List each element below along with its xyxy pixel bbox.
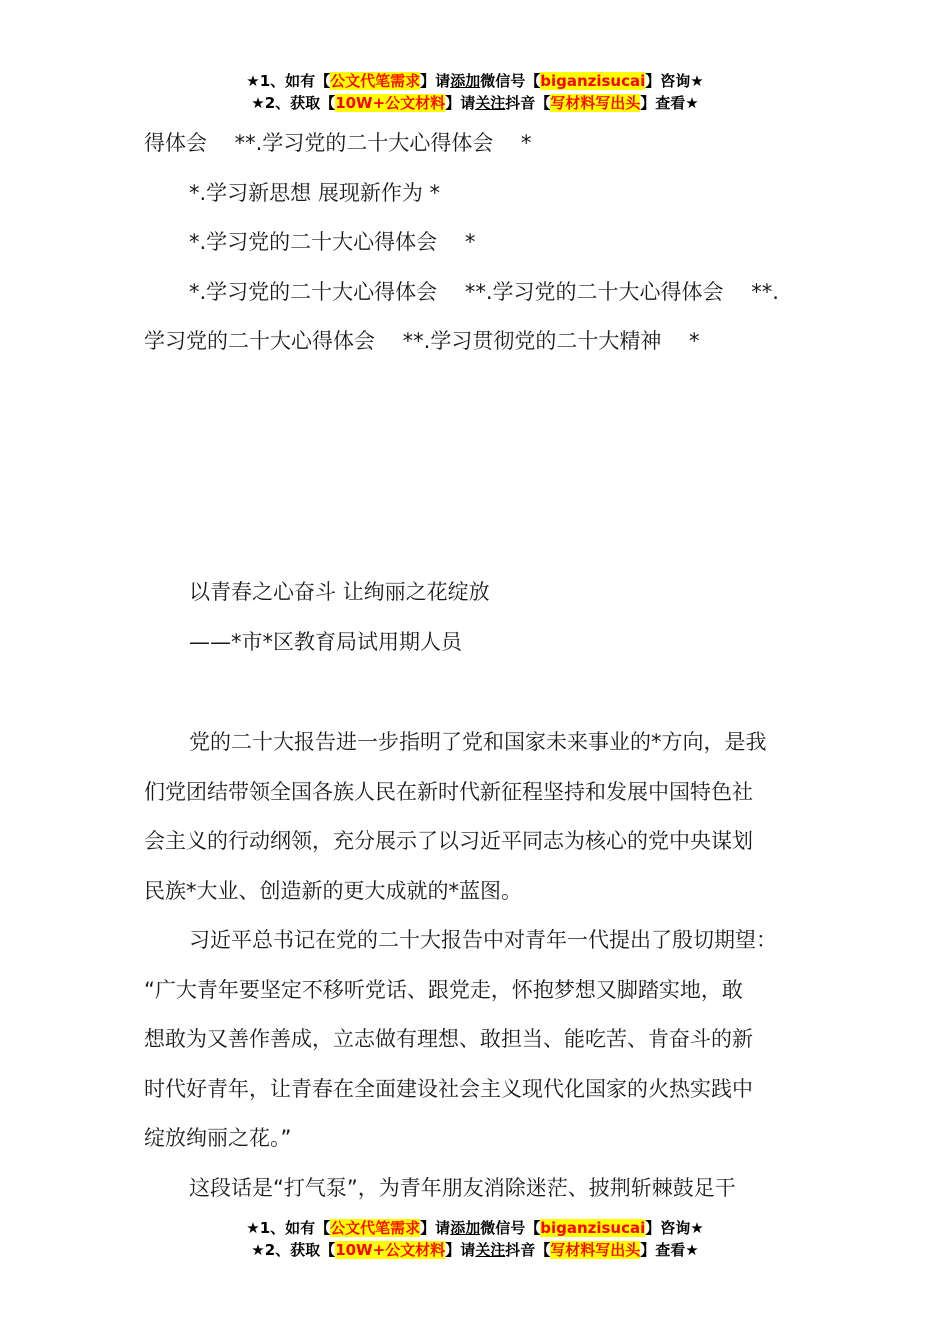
- toc-line: *.学习党的二十大心得体会 *: [189, 230, 476, 254]
- banner-highlight: 10W+公文材料: [335, 1241, 446, 1259]
- article-body: [144, 718, 809, 1213]
- toc-line: *.学习新思想 展现新作为 *: [189, 180, 441, 205]
- paragraph-line: 会主义的行动纲领，充分展示了以习近平同志为核心的党中央谋划: [144, 829, 753, 853]
- banner-underlined-text: 添加: [450, 72, 481, 90]
- paragraph-line: 这段话是“打气泵”，为青年朋友消除迷茫、披荆斩棘鼓足干: [189, 1175, 736, 1200]
- paragraph-line: 们党团结带领全国各族人民在新时代新征程坚持和发展中国特色社: [144, 779, 753, 804]
- banner-line-1: [0, 70, 950, 92]
- paragraph-line: “广大青年要坚定不移听党话、跟党走，怀抱梦想又脚踏实地，敢: [144, 977, 743, 1002]
- banner-underlined-text: 添加: [450, 1219, 481, 1237]
- banner-text: 】咨询★: [645, 1219, 704, 1237]
- toc-block: [144, 119, 809, 367]
- banner-text: 微信号【: [480, 72, 541, 90]
- banner-highlight: 10W+公文材料: [335, 94, 446, 112]
- banner-line-2: [0, 92, 950, 114]
- top-promo-banner: [0, 70, 950, 114]
- banner-text: 】请: [445, 1241, 476, 1259]
- banner-text: 抖音【: [505, 94, 551, 112]
- article-header: [144, 568, 809, 667]
- banner-highlight-douyin-id: 写材料写出头: [550, 1241, 641, 1259]
- paragraph-line: 想敢为又善作善成，立志做有理想、敢担当、能吃苦、肯奋斗的新: [144, 1027, 753, 1051]
- banner-text: ★1、如有【: [246, 72, 331, 90]
- paragraph-line: 绽放绚丽之花。”: [144, 1126, 292, 1150]
- banner-text: ★2、获取【: [251, 94, 336, 112]
- bottom-promo-banner: [0, 1217, 950, 1261]
- article-title: 以青春之心奋斗 让绚丽之花绽放: [189, 580, 490, 604]
- banner-text: ★1、如有【: [246, 1219, 331, 1237]
- banner-highlight-douyin-id: 写材料写出头: [550, 94, 641, 112]
- paragraph-line: 民族*大业、创造新的更大成就的*蓝图。: [144, 878, 522, 903]
- toc-line: 得体会 **.学习党的二十大心得体会 *: [144, 131, 532, 155]
- banner-highlight: 公文代笔需求: [330, 72, 421, 90]
- toc-line: 学习党的二十大心得体会 **.学习贯彻党的二十大精神 *: [144, 329, 700, 353]
- banner-line-1: [0, 1217, 950, 1239]
- paragraph-line: 习近平总书记在党的二十大报告中对青年一代提出了殷切期望：: [189, 928, 777, 952]
- banner-text: 抖音【: [505, 1241, 551, 1259]
- banner-highlight-wechat-id: biganzisucai: [540, 1219, 646, 1237]
- paragraph-line: 党的二十大报告进一步指明了党和国家未来事业的*方向，是我: [189, 730, 767, 754]
- banner-text: 】请: [420, 72, 451, 90]
- banner-text: ★2、获取【: [251, 1241, 336, 1259]
- banner-underlined-text: 关注: [475, 1241, 506, 1259]
- banner-text: 】请: [420, 1219, 451, 1237]
- banner-highlight: 公文代笔需求: [330, 1219, 421, 1237]
- banner-text: 】查看★: [640, 1241, 699, 1259]
- banner-text: 】请: [445, 94, 476, 112]
- banner-underlined-text: 关注: [475, 94, 506, 112]
- paragraph-line: 时代好青年，让青春在全面建设社会主义现代化国家的火热实践中: [144, 1076, 753, 1101]
- banner-line-2: [0, 1239, 950, 1261]
- toc-line: *.学习党的二十大心得体会 **.学习党的二十大心得体会 **.: [189, 279, 779, 304]
- article-byline: ——*市*区教育局试用期人员: [189, 629, 462, 654]
- banner-text: 微信号【: [480, 1219, 541, 1237]
- banner-highlight-wechat-id: biganzisucai: [540, 72, 646, 90]
- banner-text: 】查看★: [640, 94, 699, 112]
- banner-text: 】咨询★: [645, 72, 704, 90]
